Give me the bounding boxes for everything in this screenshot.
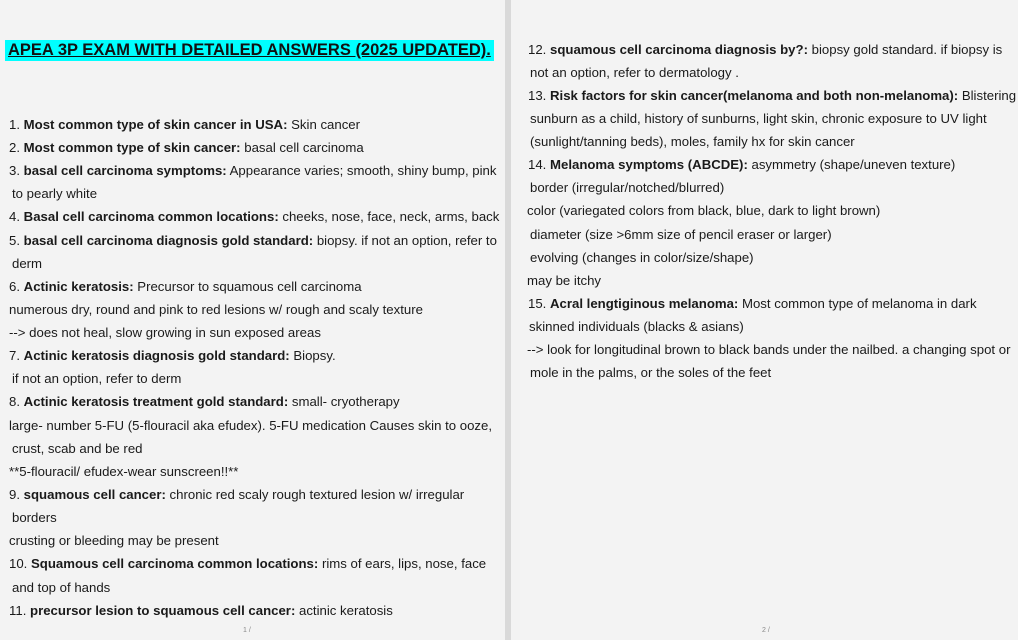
item-number: 9. (9, 487, 24, 502)
item-heading: squamous cell carcinoma diagnosis by?: (550, 42, 808, 57)
page-2 (511, 0, 1018, 640)
page-number: 1 / (243, 627, 251, 634)
item-heading: Actinic keratosis: (23, 279, 134, 294)
item-heading: squamous cell cancer: (23, 487, 166, 502)
item-number: 10. (9, 556, 31, 571)
page-1-line (9, 208, 499, 226)
page-2-line (530, 364, 771, 382)
item-text: biopsy gold standard. if biopsy is (807, 42, 1003, 57)
item-text: derm (12, 256, 43, 271)
item-number: 2. (9, 140, 24, 155)
item-number: 14. (528, 157, 550, 172)
item-text: basal cell carcinoma (240, 140, 364, 155)
item-number: 15. (528, 296, 550, 311)
page-1 (0, 0, 505, 640)
page-2-line (528, 87, 1016, 105)
page-2-line (527, 272, 601, 290)
page-number: 2 / (762, 627, 770, 634)
page-1-line (9, 278, 362, 296)
item-text: --> look for longitudinal brown to black bands under the nailbed. a changing spot or (527, 342, 1011, 357)
page-1-line (9, 139, 364, 157)
page-2-line (530, 133, 855, 151)
item-heading: Actinic keratosis treatment gold standard: (23, 394, 289, 409)
item-number: 1. (9, 117, 24, 132)
item-text: (sunlight/tanning beds), moles, family hx for skin cancer (530, 134, 855, 149)
item-number: 6. (9, 279, 24, 294)
item-number: 3. (9, 163, 24, 178)
item-text: skinned individuals (blacks & asians) (529, 319, 744, 334)
item-text: chronic red scaly rough textured lesion w/ irregular (165, 487, 465, 502)
item-number: 4. (9, 209, 24, 224)
page-1-line (9, 116, 360, 134)
item-text: actinic keratosis (295, 603, 393, 618)
item-text: rims of ears, lips, nose, face (318, 556, 487, 571)
item-text: not an option, refer to dermatology . (530, 65, 739, 80)
item-text: color (variegated colors from black, blue, dark to light brown) (527, 203, 881, 218)
item-heading: basal cell carcinoma diagnosis gold standard: (23, 233, 314, 248)
page-2-line (527, 202, 880, 220)
item-heading: Actinic keratosis diagnosis gold standard: (23, 348, 290, 363)
item-text: Most common type of melanoma in dark (738, 296, 977, 311)
page-1-line (12, 255, 42, 273)
item-heading: Acral lengtiginous melanoma: (550, 296, 739, 311)
item-text: **5-flouracil/ efudex-wear sunscreen!!** (9, 464, 239, 479)
page-1-line (9, 555, 486, 573)
item-text: mole in the palms, or the soles of the feet (530, 365, 772, 380)
item-text: sunburn as a child, history of sunburns, light skin, chronic exposure to UV light (530, 111, 987, 126)
item-text: if not an option, refer to derm (12, 371, 182, 386)
item-heading: Melanoma symptoms (ABCDE): (550, 157, 748, 172)
page-1-line (9, 347, 336, 365)
page-1-line (12, 509, 57, 527)
item-heading: Most common type of skin cancer in USA: (23, 117, 288, 132)
page-2-line (528, 41, 1002, 59)
document-title: APEA 3P EXAM WITH DETAILED ANSWERS (2025 UPDATED). (5, 40, 494, 61)
item-text: biopsy. if not an option, refer to (313, 233, 497, 248)
item-text: cheeks, nose, face, neck, arms, back (278, 209, 500, 224)
item-heading: Most common type of skin cancer: (23, 140, 241, 155)
item-number: 8. (9, 394, 24, 409)
item-text: to pearly white (12, 186, 98, 201)
item-heading: Risk factors for skin cancer(melanoma and both non-melanoma): (550, 88, 959, 103)
page-1-line (9, 602, 393, 620)
page-1-line (9, 532, 219, 550)
page-2-line (528, 295, 977, 313)
page-2-line (530, 249, 754, 267)
page-1-line (9, 417, 492, 435)
item-number: 13. (528, 88, 550, 103)
item-number: 5. (9, 233, 24, 248)
item-text: diameter (size >6mm size of pencil eraser or larger) (530, 227, 832, 242)
page-1-line (9, 301, 423, 319)
item-text: numerous dry, round and pink to red lesions w/ rough and scaly texture (9, 302, 423, 317)
page-2-line (530, 64, 739, 82)
page-2-line (530, 179, 724, 197)
page-2-line (530, 226, 832, 244)
item-heading: Squamous cell carcinoma common locations: (31, 556, 319, 571)
item-heading: Basal cell carcinoma common locations: (23, 209, 279, 224)
page-2-line (528, 156, 955, 174)
page-1-line (12, 579, 110, 597)
page-1-line (12, 370, 181, 388)
page-2-line (527, 341, 1011, 359)
item-heading: precursor lesion to squamous cell cancer: (30, 603, 296, 618)
item-text: Precursor to squamous cell carcinoma (133, 279, 362, 294)
item-text: and top of hands (12, 580, 111, 595)
page-1-line (9, 463, 238, 481)
item-heading: basal cell carcinoma symptoms: (23, 163, 227, 178)
item-number: 7. (9, 348, 24, 363)
item-text: may be itchy (527, 273, 602, 288)
item-text: crusting or bleeding may be present (9, 533, 219, 548)
item-number: 11. (9, 603, 31, 618)
page-2-line (530, 110, 987, 128)
page-1-line (9, 324, 321, 342)
item-text: Biopsy. (289, 348, 336, 363)
page-1-line (9, 486, 464, 504)
page-1-line (9, 232, 497, 250)
page-2-line (529, 318, 744, 336)
item-text: border (irregular/notched/blurred) (530, 180, 725, 195)
item-number: 12. (528, 42, 550, 57)
item-text: Appearance varies; smooth, shiny bump, pink (226, 163, 497, 178)
item-text: Skin cancer (287, 117, 361, 132)
page-1-line (9, 393, 400, 411)
item-text: small- cryotherapy (288, 394, 400, 409)
page-1-line (12, 185, 97, 203)
page-1-line (9, 162, 496, 180)
item-text: large- number 5-FU (5-flouracil aka efudex). 5-FU medication Causes skin to ooze, (9, 418, 493, 433)
item-text: evolving (changes in color/size/shape) (530, 250, 754, 265)
item-text: crust, scab and be red (12, 441, 143, 456)
item-text: Blistering (958, 88, 1017, 103)
item-text: borders (12, 510, 57, 525)
item-text: --> does not heal, slow growing in sun exposed areas (9, 325, 321, 340)
item-text: asymmetry (shape/uneven texture) (747, 157, 956, 172)
page-1-line (12, 440, 142, 458)
